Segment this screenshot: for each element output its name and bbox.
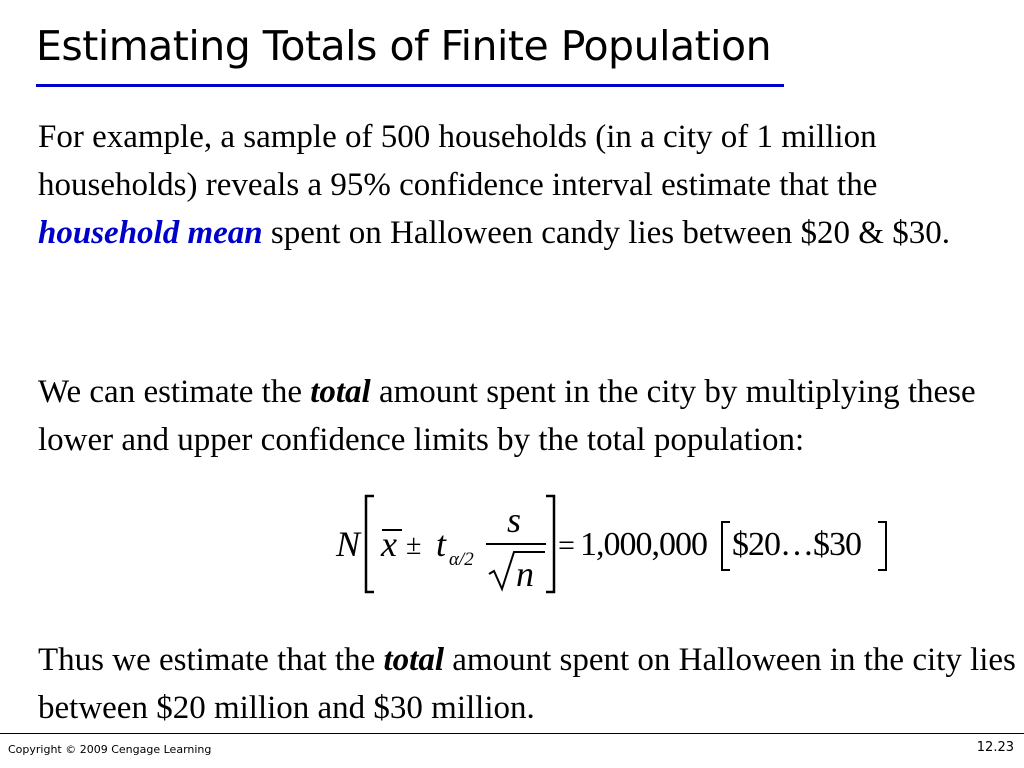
slide-title: Estimating Totals of Finite Population	[36, 22, 772, 70]
total-estimate-formula	[334, 492, 894, 596]
formula-numerator: s	[507, 500, 522, 540]
formula-N: N	[336, 524, 361, 564]
formula-left-bracket	[366, 496, 374, 592]
formula-svg	[334, 492, 894, 596]
paragraph-example-text-2: spent on Halloween candy lies between $20 & $30.	[262, 215, 950, 251]
formula-subscript: α/2	[449, 549, 474, 570]
total-emphasis-2: total	[383, 642, 445, 678]
formula-equals: =	[558, 529, 575, 562]
paragraph-conclusion	[38, 636, 1018, 732]
formula-right-bracket	[546, 496, 554, 592]
copyright-notice: Copyright © 2009 Cengage Learning	[8, 743, 212, 756]
formula-interval-left-bracket	[722, 522, 730, 570]
formula-plus-minus: ±	[406, 530, 422, 561]
formula-x: x	[381, 524, 397, 564]
paragraph-example	[38, 113, 1018, 257]
household-mean-emphasis: household mean	[38, 215, 263, 251]
title-underline	[36, 84, 784, 87]
total-emphasis: total	[310, 374, 371, 410]
footer-divider	[0, 733, 1024, 734]
paragraph-estimate-text-1: We can estimate the	[38, 374, 311, 410]
formula-denominator: n	[516, 554, 534, 594]
paragraph-conclusion-text-2: amount spent on Halloween in the city lies between $20 million and $30 million.	[38, 642, 1016, 726]
paragraph-estimate-text-2: amount spent in the city by multiplying these lower and upper confidence limits by the total population:	[38, 374, 976, 458]
paragraph-example-text-1: For example, a sample of 500 households (in a city of 1 million households) reveals a 95% confidence interval estimate that the	[38, 119, 878, 203]
formula-rhs-value: 1,000,000	[580, 526, 707, 563]
paragraph-conclusion-text-1: Thus we estimate that the	[38, 642, 384, 678]
formula-t: t	[436, 524, 447, 564]
formula-interval-right-bracket	[878, 522, 886, 570]
page-number: 12.23	[976, 740, 1014, 755]
formula-interval: $20…$30	[732, 526, 861, 563]
paragraph-estimate	[38, 368, 1018, 464]
